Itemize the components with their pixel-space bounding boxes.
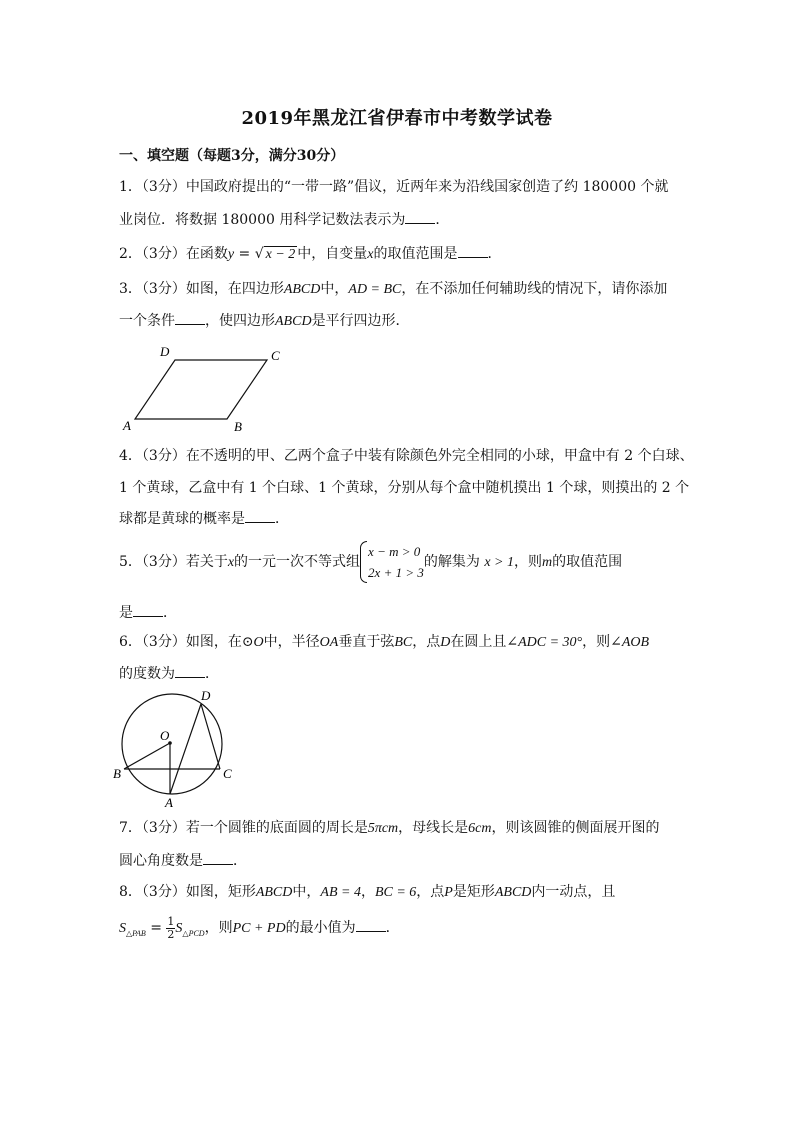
q6-line-1: 6．（3分）如图，在⊙O中，半径OA垂直于弦BC，点D在圆上且∠ADC = 30°，则∠AOB (119, 634, 650, 650)
answer-blank (175, 312, 205, 325)
fig-label-d: D (160, 344, 170, 359)
q4-line-2: 1 个黄球，乙盒中有 1 个白球、1 个黄球，分别从每个盒中随机摸出 1 个球，则摸出的 2 个 (119, 480, 690, 496)
fig-label-b: B (234, 419, 242, 434)
fig-label-a: A (165, 795, 173, 810)
q2-line: 2．（3分）在函数y = √ x − 2 中，自变量x的取值范围是 ． (119, 246, 502, 262)
q6-line-2: 的度数为 ． (119, 666, 219, 682)
answer-blank (203, 852, 233, 865)
fraction-one-half: $\frac{1}{2}$ (167, 914, 175, 941)
q5-line-2: 是 ． (119, 605, 177, 621)
q1-line-1: 1．（3分）中国政府提出的“一带一路”倡议，近两年来为沿线国家创造了约 180000 个就 (119, 179, 669, 195)
parallelogram-shape (135, 360, 267, 419)
q7-line-1: 7．（3分）若一个圆锥的底面圆的周长是5πcm，母线长是6cm，则该圆锥的侧面展开图的 (119, 820, 660, 836)
section-heading: 一、填空题（每题3分，满分30分） (119, 148, 345, 164)
fig-label-a: A (123, 418, 131, 433)
answer-blank (175, 665, 205, 678)
q8-line-1: 8．（3分）如图，矩形ABCD中，AB = 4，BC = 6，点P是矩形ABCD内一动点，且 (119, 884, 616, 900)
radicand: x − 2 (265, 247, 296, 262)
answer-blank (458, 245, 488, 258)
segment-dc (201, 704, 220, 769)
q7-line-2: 圆心角度数是 ． (119, 853, 247, 869)
answer-blank (245, 510, 275, 523)
q8-line-2: $S_{\triangle PAB}$ = $\frac{1}{2}$ $S_{\triangle PCD}$，则PC + PD的最小值为 ． (119, 914, 400, 941)
circle-figure (112, 686, 237, 811)
inequality-system: x − m > 0 2x + 1 > 3 (360, 541, 424, 583)
q3-line-2: 一个条件 ，使四边形ABCD是平行四边形． (119, 313, 410, 329)
answer-blank (356, 919, 386, 932)
answer-blank (133, 604, 163, 617)
brace (360, 541, 367, 583)
circle-o (122, 694, 222, 794)
segment-ad (170, 704, 201, 794)
segment-ob (124, 743, 170, 769)
page-title: 2019年黑龙江省伊春市中考数学试卷 (241, 108, 553, 129)
q4-line-1: 4．（3分）在不透明的甲、乙两个盒子中装有除颜色外完全相同的小球，甲盒中有 2 个白球、 (119, 448, 694, 464)
q1-line-2: 业岗位．将数据 180000 用科学记数法表示为 ． (119, 212, 450, 228)
answer-blank (405, 211, 435, 224)
fig-label-c: C (223, 766, 232, 781)
parallelogram-figure (115, 340, 295, 435)
fig-label-o: O (160, 728, 170, 743)
fig-label-b: B (113, 766, 121, 781)
fig-label-d: D (201, 688, 211, 703)
fig-label-c: C (271, 348, 280, 363)
q4-line-3: 球都是黄球的概率是 ． (119, 511, 289, 527)
q5-line-1: 5．（3分）若关于x的一元一次不等式组 x − m > 0 2x + 1 > 3 的解集为 x > 1，则m的取值范围 (119, 540, 622, 585)
q3-line-1: 3．（3分）如图，在四边形ABCD中，AD = BC，在不添加任何辅助线的情况下，请你添加 (119, 281, 668, 297)
